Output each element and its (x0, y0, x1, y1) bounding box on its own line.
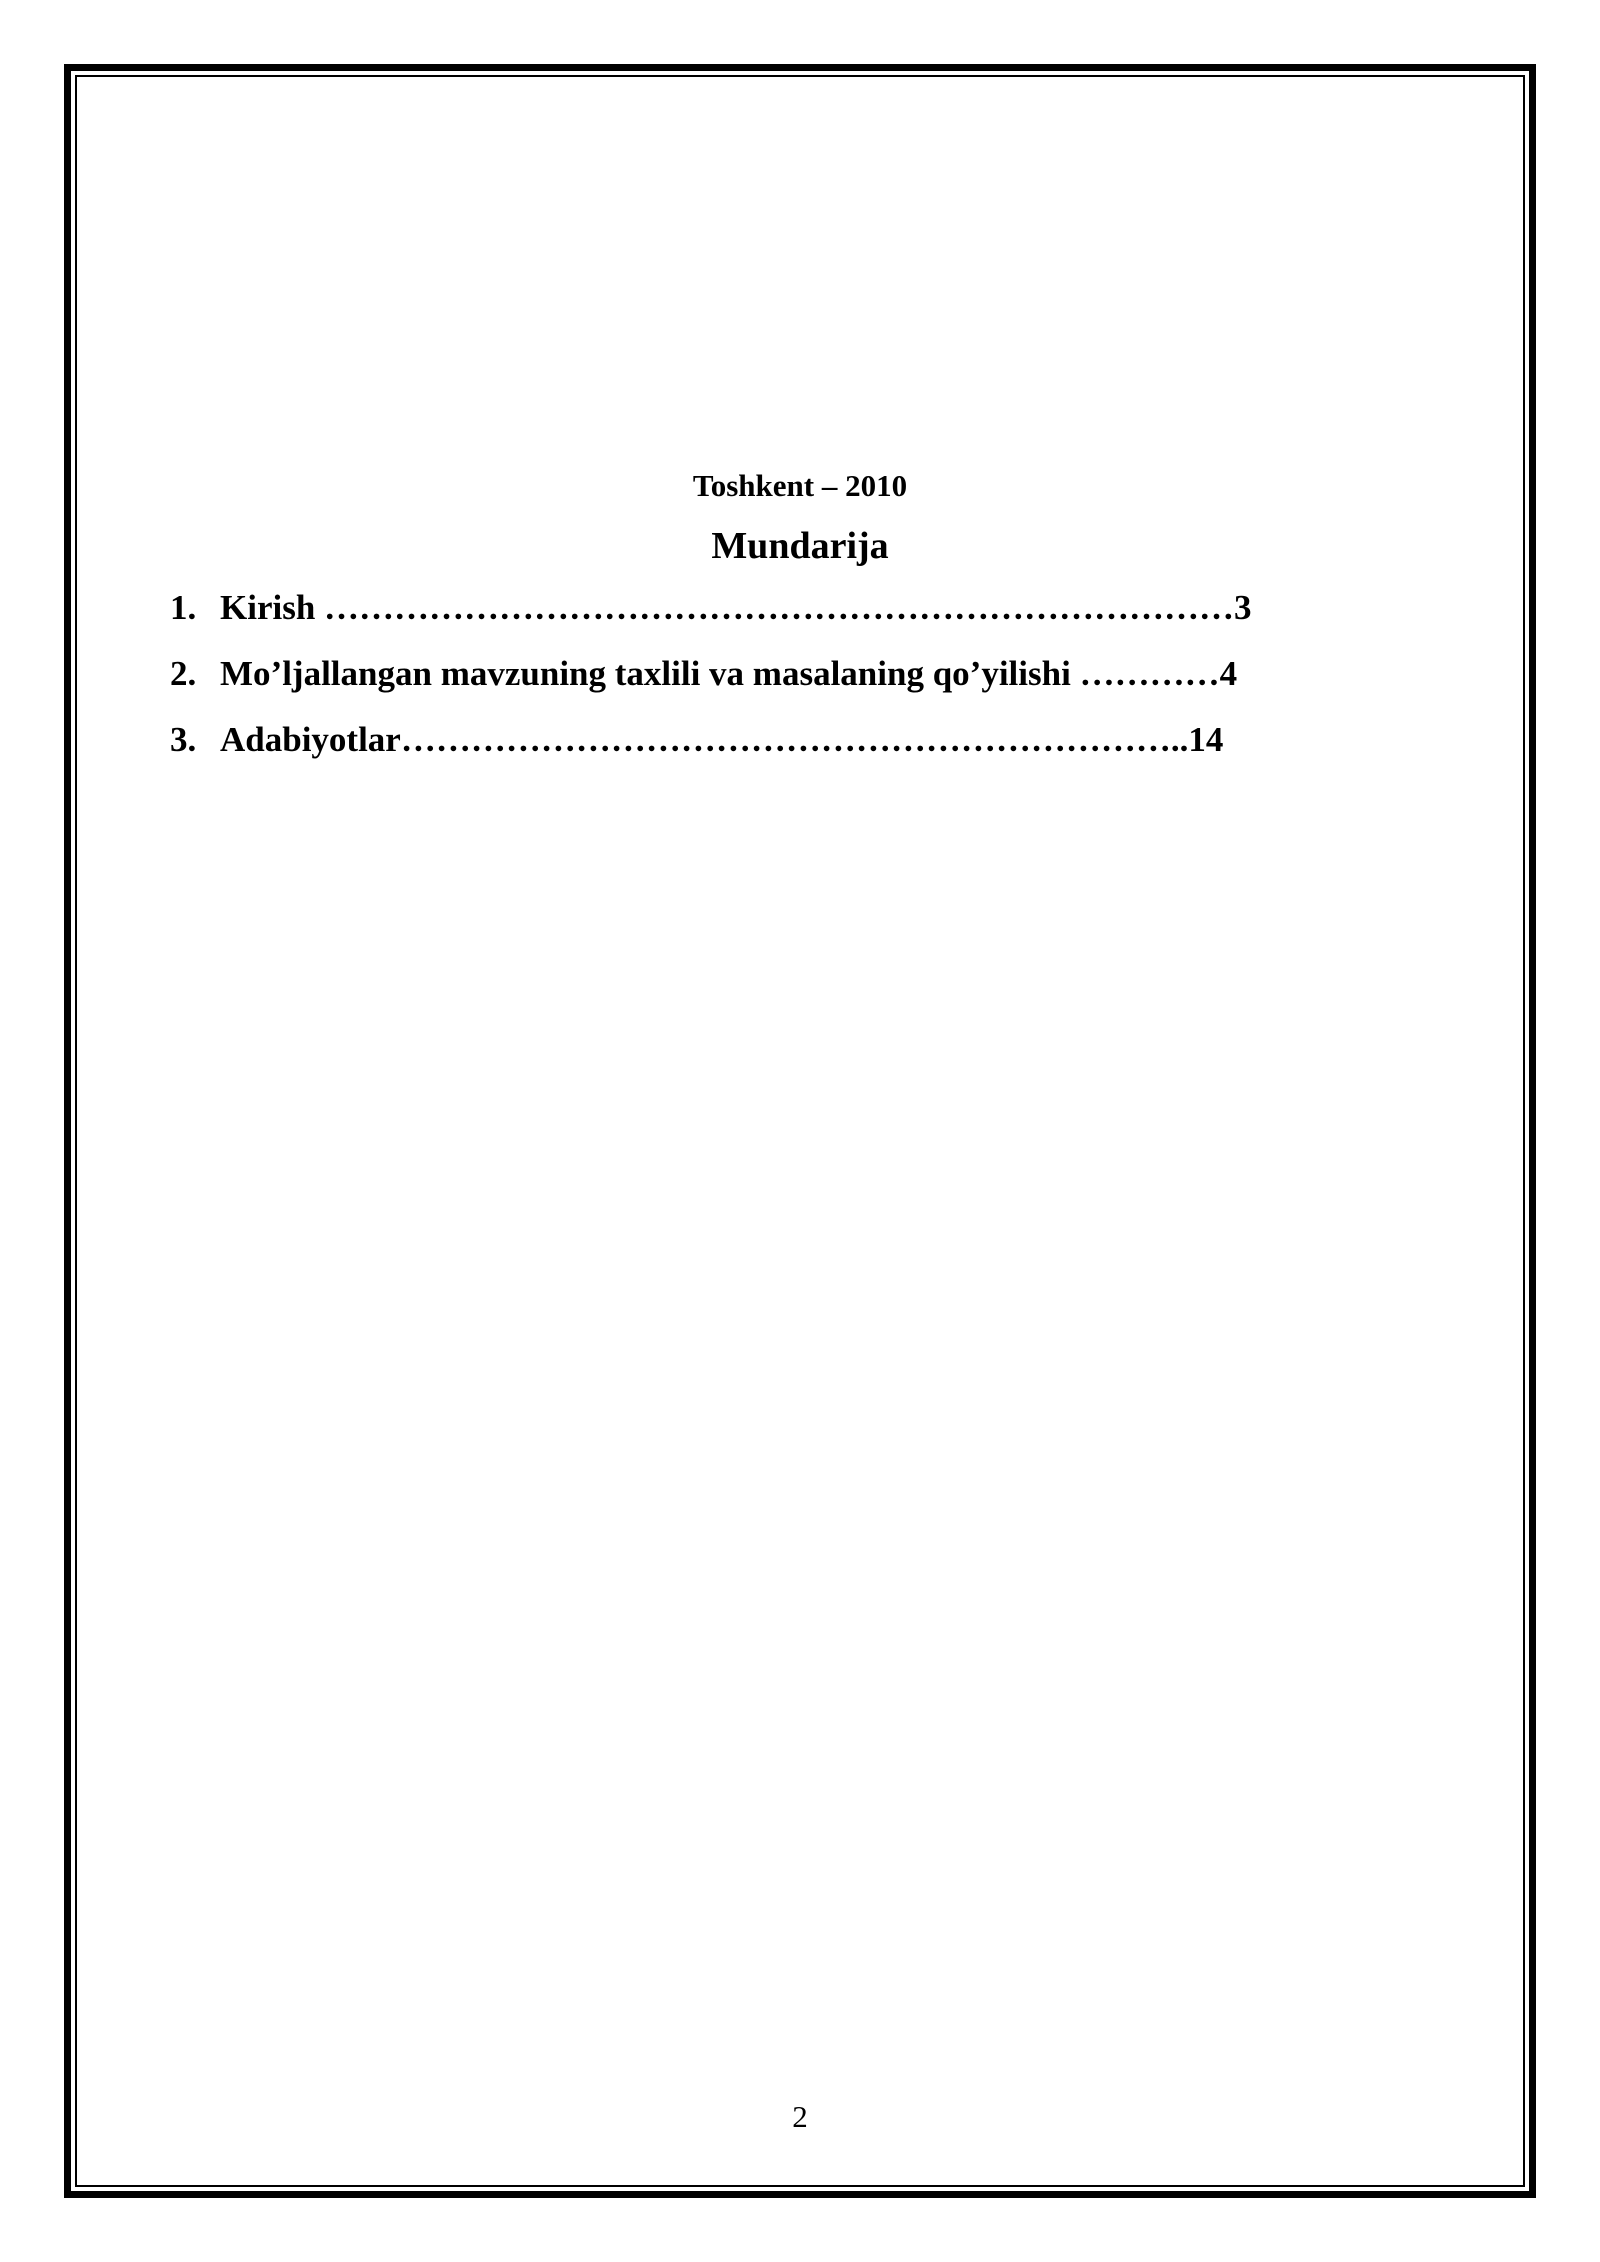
page-number: 2 (792, 2099, 808, 2134)
toc-item-number: 3. (170, 720, 197, 759)
toc-item-number: 2. (170, 654, 197, 693)
toc-item-introduction (170, 585, 1252, 651)
table-of-contents (170, 585, 1252, 783)
toc-item-text: Kirish ……………………………………………………………………3 (220, 588, 1252, 627)
toc-item-references (170, 717, 1252, 783)
toc-item-number: 1. (170, 588, 197, 627)
toc-item-analysis (170, 651, 1252, 717)
toc-heading: Mundarija (711, 525, 889, 567)
city-year-line: Toshkent – 2010 (692, 468, 908, 503)
page-inner-border (75, 75, 1525, 2187)
toc-item-text: Adabiyotlar…………………………………………………………..14 (220, 720, 1224, 759)
toc-item-text: Mo’ljallangan mavzuning taxlili va masalaning qo’yilishi …………4 (220, 654, 1238, 693)
